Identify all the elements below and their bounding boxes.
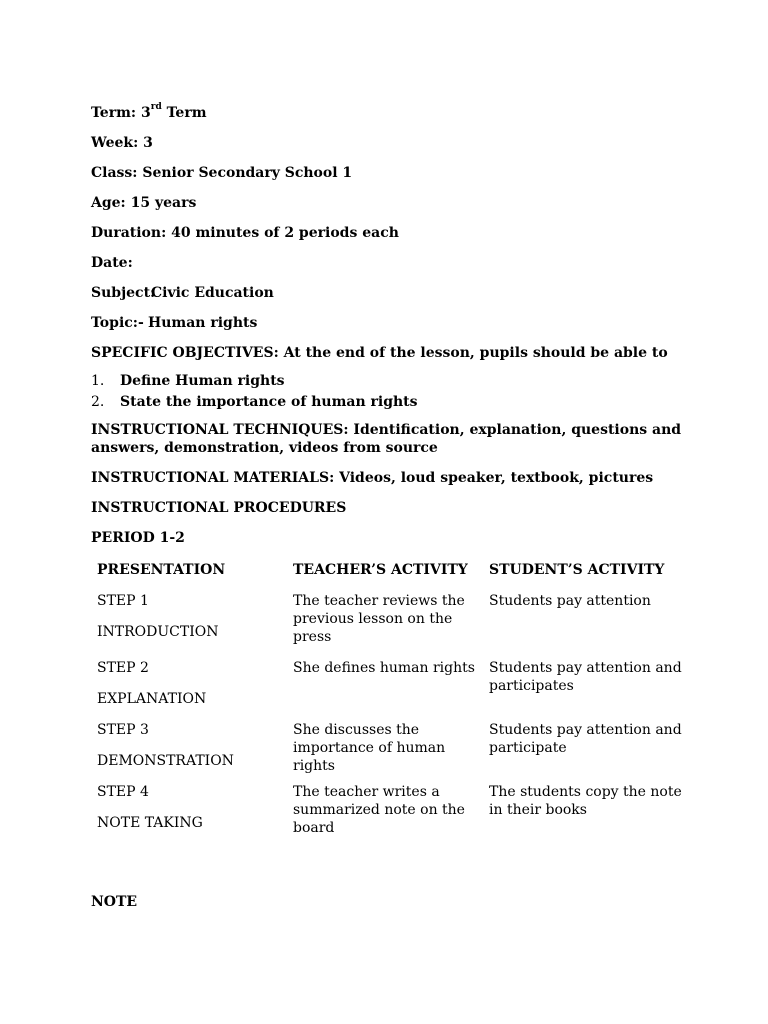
list-item — [91, 372, 691, 390]
topic-value: Human rights — [148, 315, 258, 331]
teacher-cell: The teacher reviews the previous lesson on the press — [293, 593, 465, 645]
techniques-line: INSTRUCTIONAL TECHNIQUES: Identification, explanation, questions and answers, demonstration, videos from source — [91, 422, 682, 456]
list-text: Define Human rights — [120, 373, 285, 389]
student-cell: Students pay attention — [489, 593, 651, 609]
step-label: STEP 4 — [97, 784, 149, 800]
term-superscript: rd — [150, 102, 162, 112]
teacher-cell: She discusses the importance of human rights — [293, 722, 446, 774]
age-line: Age: 15 years — [91, 195, 197, 211]
class-line: Class: Senior Secondary School 1 — [91, 165, 353, 181]
procedures-heading: INSTRUCTIONAL PROCEDURES — [91, 500, 347, 516]
phase-label: EXPLANATION — [97, 691, 207, 707]
table-header-row — [97, 561, 687, 579]
subject-line — [91, 284, 691, 302]
period-heading: PERIOD 1-2 — [91, 530, 185, 546]
topic-line — [91, 314, 691, 332]
list-number: 1. — [91, 373, 105, 389]
week-line: Week: 3 — [91, 135, 153, 151]
list-text: State the importance of human rights — [120, 394, 418, 410]
phase-label: INTRODUCTION — [97, 624, 219, 640]
table-row — [97, 592, 687, 659]
student-cell: The students copy the note in their books — [489, 784, 682, 818]
term-suffix: Term — [161, 105, 207, 121]
materials-line: INSTRUCTIONAL MATERIALS: Videos, loud speaker, textbook, pictures — [91, 470, 654, 486]
procedure-table — [97, 561, 687, 845]
lesson-plan — [91, 104, 691, 559]
teacher-cell: The teacher writes a summarized note on the board — [293, 784, 465, 836]
step-label: STEP 1 — [97, 593, 149, 609]
date-line: Date: — [91, 255, 133, 271]
presentation-cell — [97, 659, 293, 721]
term-label: Term: 3 — [91, 105, 151, 121]
list-item — [91, 393, 691, 411]
term-line — [91, 104, 691, 122]
objectives-list — [91, 372, 691, 411]
presentation-cell — [97, 592, 293, 659]
phase-label: DEMONSTRATION — [97, 753, 234, 769]
table-row — [97, 659, 687, 721]
column-header-student: STUDENT’S ACTIVITY — [489, 562, 665, 578]
topic-label: Topic:- — [91, 315, 144, 331]
step-label: STEP 2 — [97, 660, 149, 676]
subject-label: Subject: — [91, 285, 156, 301]
teacher-cell: She defines human rights — [293, 660, 475, 676]
table-row — [97, 721, 687, 783]
student-cell: Students pay attention and participates — [489, 660, 682, 694]
phase-label: NOTE TAKING — [97, 815, 203, 831]
duration-line: Duration: 40 minutes of 2 periods each — [91, 225, 399, 241]
note-heading: NOTE — [91, 894, 138, 910]
step-label: STEP 3 — [97, 722, 149, 738]
student-cell: Students pay attention and participate — [489, 722, 682, 756]
column-header-teacher: TEACHER’S ACTIVITY — [293, 562, 468, 578]
table-row — [97, 783, 687, 845]
presentation-cell — [97, 721, 293, 783]
subject-value: Civic Education — [151, 285, 274, 301]
objectives-heading: SPECIFIC OBJECTIVES: At the end of the lesson, pupils should be able to — [91, 345, 668, 361]
presentation-cell — [97, 783, 293, 845]
column-header-presentation: PRESENTATION — [97, 562, 226, 578]
list-number: 2. — [91, 394, 105, 410]
